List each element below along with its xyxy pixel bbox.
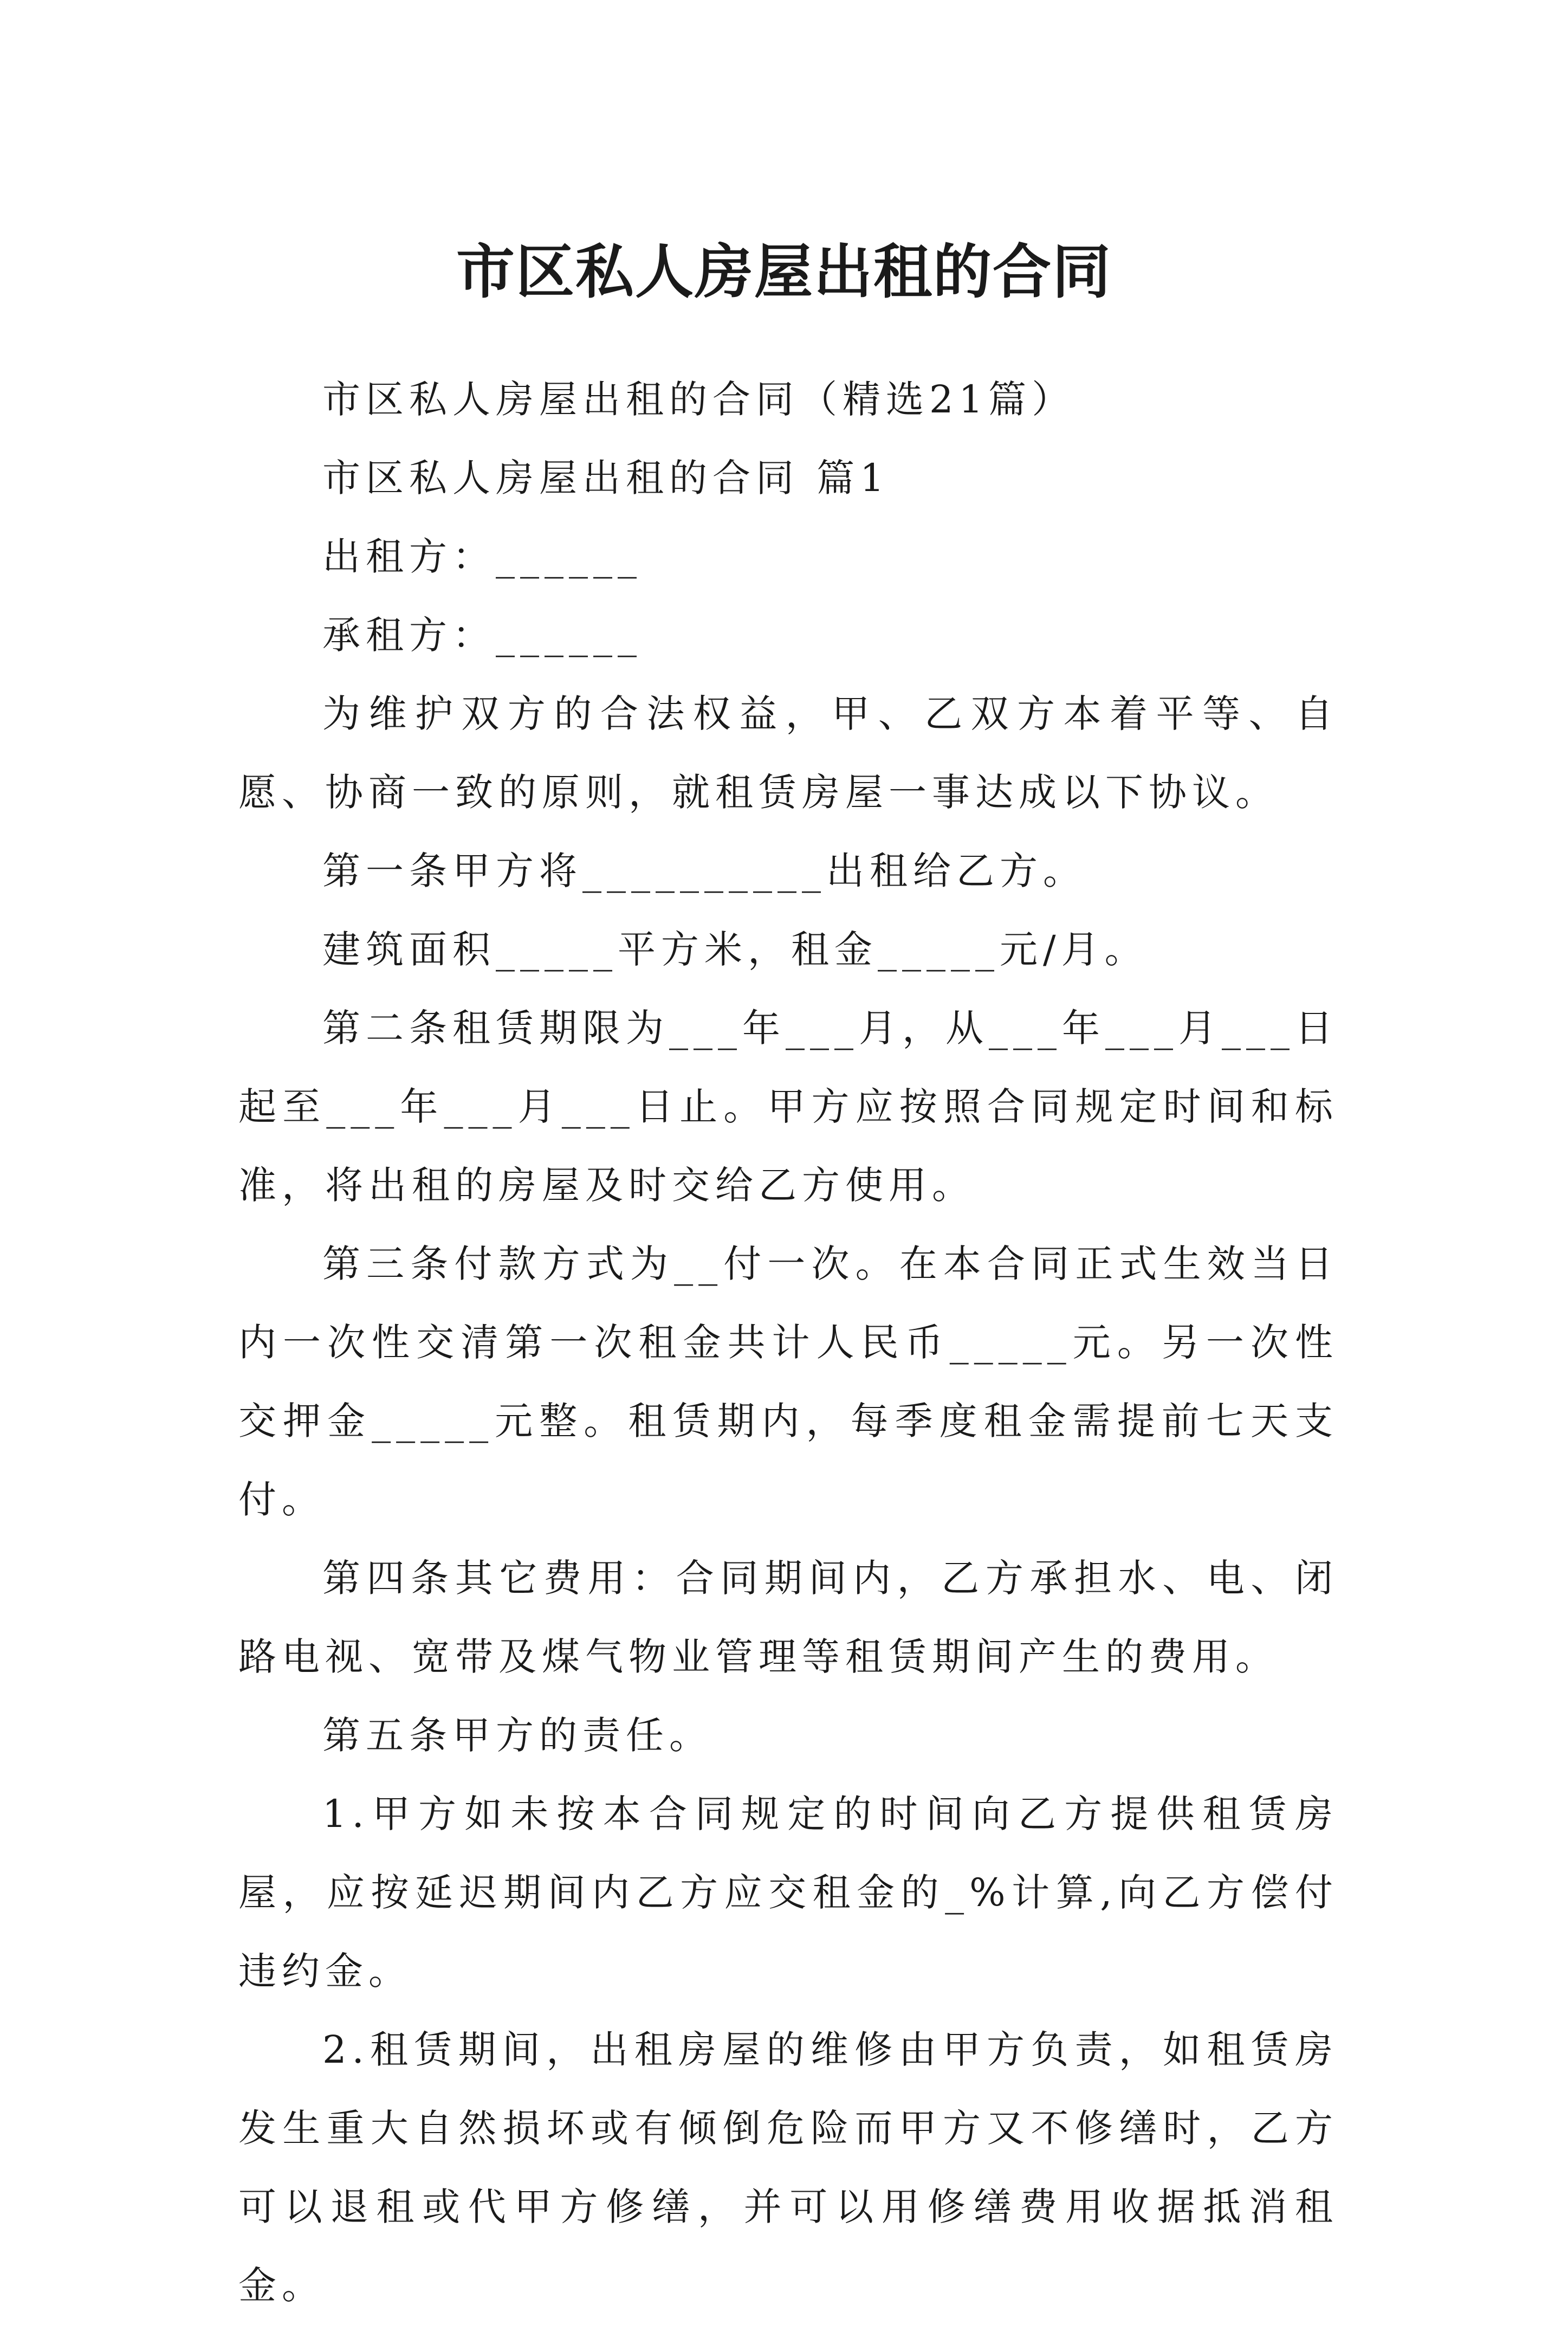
paragraph-article-3: 第三条付款方式为__付一次。在本合同正式生效当日内一次性交清第一次租金共计人民币_____元。另一次性交押金_____元整。租赁期内，每季度租金需提前七天支付。 <box>238 1242 1338 1522</box>
paragraph-article-2: 第二条租赁期限为___年___月，从___年___月___日起至___年___月___日止。甲方应按照合同规定时间和标准，将出租的房屋及时交给乙方使用。 <box>238 1006 1338 1207</box>
document-body <box>238 360 1338 2325</box>
paragraph-article-5: 第五条甲方的责任。 <box>322 1713 712 1758</box>
paragraph-preamble: 为维护双方的合法权益，甲、乙双方本着平等、自愿、协商一致的原则，就租赁房屋一事达成以下协议。 <box>238 692 1338 815</box>
document-title: 市区私人房屋出租的合同 <box>456 238 1112 307</box>
paragraph-article-5-item-1: 1.甲方如未按本合同规定的时间向乙方提供租赁房屋，应按延迟期间内乙方应交租金的_%计算,向乙方偿付违约金。 <box>238 1792 1338 1993</box>
paragraph-subtitle: 市区私人房屋出租的合同（精选21篇） <box>322 377 1075 422</box>
paragraph-area-rent: 建筑面积_____平方米，租金_____元/月。 <box>322 927 1148 972</box>
paragraph-article-4: 第四条其它费用：合同期间内，乙方承担水、电、闭路电视、宽带及煤气物业管理等租赁期间产生的费用。 <box>238 1556 1338 1679</box>
paragraph-lessor: 出租方：______ <box>322 534 642 579</box>
paragraph-article-5-item-2: 2.租赁期间，出租房屋的维修由甲方负责，如租赁房发生重大自然损坏或有倾倒危险而甲方又不修缮时，乙方可以退租或代甲方修缮，并可以用修缮费用收据抵消租金。 <box>238 2027 1338 2308</box>
paragraph-article-1: 第一条甲方将__________出租给乙方。 <box>322 849 1086 893</box>
paragraph-lessee: 承租方：______ <box>322 613 642 657</box>
paragraph-section-heading: 市区私人房屋出租的合同 篇1 <box>322 456 890 500</box>
